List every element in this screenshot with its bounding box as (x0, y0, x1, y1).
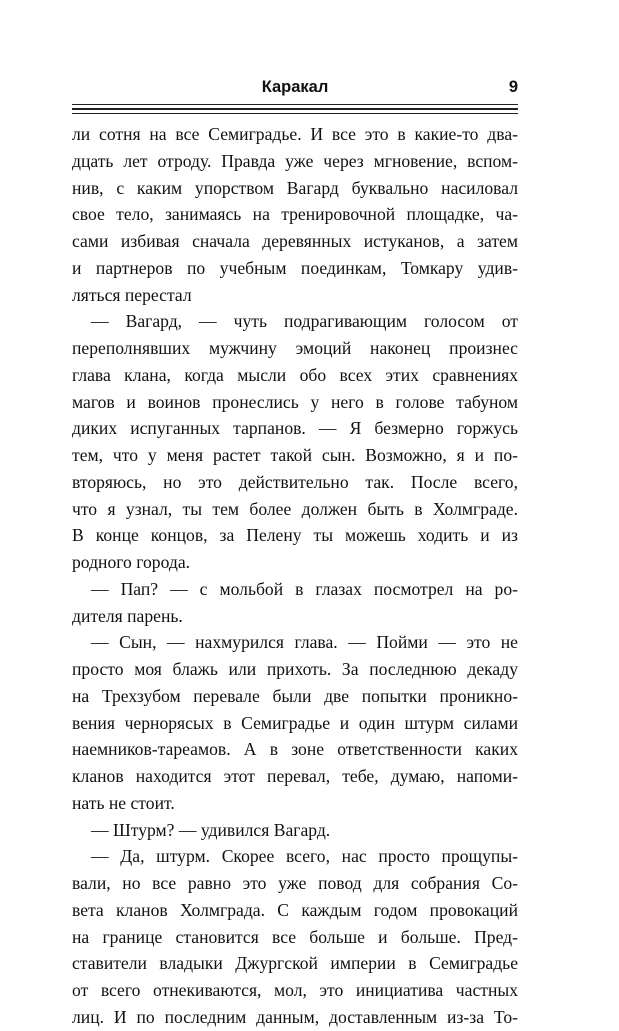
page-number: 9 (508, 78, 518, 96)
text-line: лиц. И по последним данным, доставленным из-за То- (72, 1006, 518, 1027)
text-line: В конце концов, за Пелену ты можешь ходить и из (72, 525, 518, 546)
running-title: Каракал (261, 78, 329, 96)
text-line: — Да, штурм. Скорее всего, нас просто прощупы- (91, 846, 518, 867)
text-line: — Пап? — с мольбой в глазах посмотрел на ро- (91, 578, 518, 599)
text-line: — Вагард, — чуть подрагивающим голосом от (91, 311, 518, 332)
text-line: наемников-тареамов. А в зоне ответственности каких (72, 739, 518, 760)
text-line: ляться перестал (72, 284, 192, 305)
text-line: переполнявших мужчину эмоций наконец произнес (72, 338, 518, 358)
text-line: магов и воинов пронеслись у него в голове табуном (72, 391, 518, 412)
text-line: вета кланов Холмграда. С каждым годом провокаций (72, 899, 518, 920)
text-line: свое тело, занимаясь на тренировочной площадке, ча- (72, 204, 518, 225)
text-line: вения чернорясых в Семиградье и один штурм силами (72, 712, 518, 733)
header-rule-bottom (72, 113, 518, 114)
text-line: глава клана, когда мысли обо всех этих сравнениях (72, 364, 518, 385)
header-rule-middle (72, 108, 518, 110)
text-line: диких испуганных тарпанов. — Я безмерно горжусь (72, 418, 518, 439)
text-line: от всего отнекиваются, мол, это инициатива частных (72, 980, 518, 1000)
text-line: на границе становится все больше и больше. Пред- (72, 926, 518, 947)
text-line: вторяюсь, но это действительно так. После всего, (72, 471, 518, 492)
text-line: что я узнал, ты тем более должен быть в Холмграде. (72, 498, 518, 519)
text-line: на Трехзубом перевале были две попытки проникно- (72, 685, 518, 706)
text-line: нать не стоит. (72, 792, 175, 813)
text-line: родного города. (72, 552, 191, 572)
running-header (72, 78, 518, 100)
text-line: и партнеров по учебным поединкам, Томкару удив- (72, 257, 518, 278)
text-line: ли сотня на все Семиградье. И все это в какие-то два- (72, 124, 518, 144)
header-rule-top (72, 104, 518, 105)
text-line: дцать лет отроду. Правда уже через мгновение, вспом- (72, 150, 518, 171)
text-line: ставители владыки Джургской империи в Семиградье (72, 953, 518, 974)
body-text (72, 121, 518, 1031)
text-line: дителя парень. (72, 605, 183, 626)
text-line: просто моя блажь или прихоть. За последнюю декаду (72, 659, 518, 679)
text-line: кланов находится этот перевал, тебе, думаю, напоми- (72, 766, 518, 786)
text-line: сами избивая сначала деревянных истуканов, а затем (72, 231, 518, 251)
text-line: тем, что у меня растет такой сын. Возможно, я и по- (72, 445, 518, 465)
text-line: нив, с каким упорством Вагард буквально насиловал (72, 177, 518, 198)
text-line: — Штурм? — удивился Вагард. (91, 819, 331, 840)
text-line: вали, но все равно это уже повод для собрания Со- (72, 873, 518, 893)
text-line: — Сын, — нахмурился глава. — Пойми — это не (91, 632, 518, 653)
